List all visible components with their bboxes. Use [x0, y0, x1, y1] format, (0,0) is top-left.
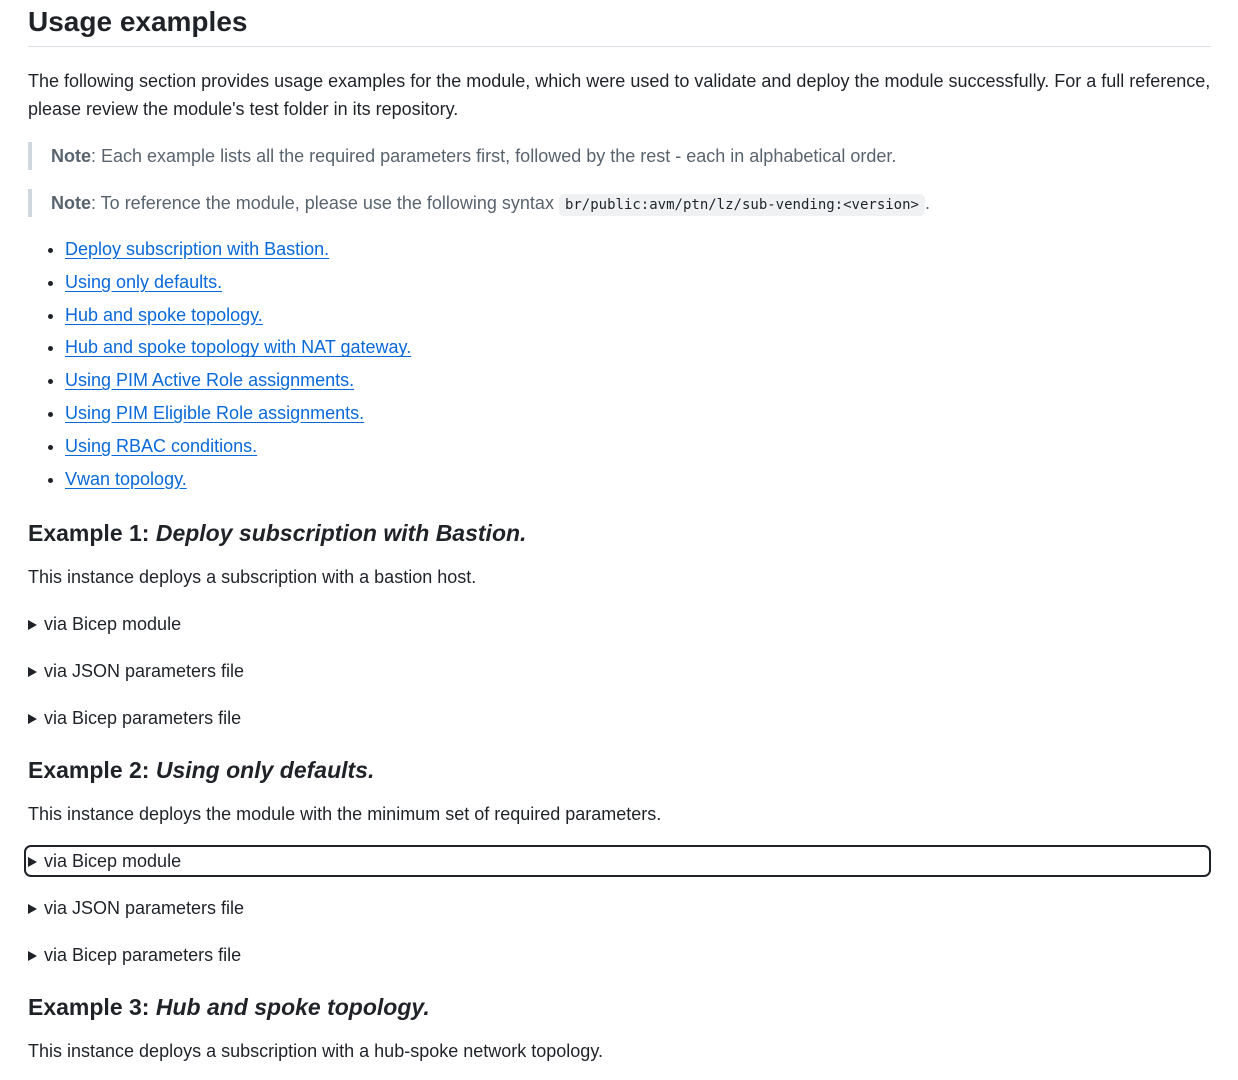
details-summary: via Bicep parameters file: [44, 945, 242, 966]
module-syntax-code: br/public:avm/ptn/lz/sub-vending:<version>: [559, 194, 925, 216]
disclosure-triangle-icon: [28, 904, 37, 914]
details-json-parameters[interactable]: [28, 657, 1211, 685]
details-bicep-module[interactable]: [28, 610, 1211, 638]
disclosure-triangle-icon: [28, 857, 37, 867]
list-item: [65, 233, 1211, 266]
disclosure-triangle-icon: [28, 951, 37, 961]
list-item: [65, 463, 1211, 496]
readme-content: [28, 0, 1211, 1065]
note-syntax: [28, 189, 1211, 217]
example-2-heading: [28, 754, 1211, 786]
example-title: Hub and spoke topology.: [155, 994, 430, 1021]
example-1-description: This instance deploys a subscription with a bastion host.: [28, 567, 477, 588]
details-summary: via Bicep module: [44, 614, 182, 635]
details-bicep-parameters[interactable]: [28, 941, 1211, 969]
details-json-parameters[interactable]: [28, 894, 1211, 922]
note-suffix: .: [924, 193, 930, 213]
example-title: Deploy subscription with Bastion.: [155, 520, 527, 547]
details-summary: via Bicep module: [44, 851, 182, 872]
note-text: : To reference the module, please use the following syntax: [91, 193, 559, 213]
details-bicep-module[interactable]: [26, 847, 1209, 875]
link-pim-active-role[interactable]: Using PIM Active Role assignments.: [65, 370, 355, 391]
list-item: [65, 331, 1211, 364]
link-vwan-topology[interactable]: Vwan topology.: [65, 468, 187, 489]
note-text: : Each example lists all the required parameters first, followed by the rest - each in alphabetical order.: [91, 146, 897, 166]
link-using-only-defaults[interactable]: Using only defaults.: [65, 271, 223, 292]
list-item: [65, 299, 1211, 332]
intro-paragraph: The following section provides usage examples for the module, which were used to validate and deploy the module successfully. For a full reference, please review the module's test folder in its repository.: [28, 71, 1211, 119]
link-pim-eligible-role[interactable]: Using PIM Eligible Role assignments.: [65, 402, 365, 423]
list-item: [65, 430, 1211, 463]
disclosure-triangle-icon: [28, 620, 37, 630]
list-item: [65, 364, 1211, 397]
example-title: Using only defaults.: [155, 757, 375, 784]
details-summary: via JSON parameters file: [44, 661, 245, 682]
details-summary: via Bicep parameters file: [44, 708, 242, 729]
list-item: [65, 397, 1211, 430]
link-deploy-subscription-with-bastion[interactable]: Deploy subscription with Bastion.: [65, 239, 330, 259]
note-label: Note: [51, 146, 91, 166]
example-prefix: Example 2:: [28, 757, 156, 784]
note-alphabetical: [28, 142, 1211, 170]
section-title: Usage examples: [28, 0, 1211, 47]
link-rbac-conditions[interactable]: Using RBAC conditions.: [65, 435, 258, 456]
example-prefix: Example 1:: [28, 520, 156, 547]
example-3-heading: [28, 991, 1211, 1023]
details-bicep-parameters[interactable]: [28, 704, 1211, 732]
disclosure-triangle-icon: [28, 667, 37, 677]
example-prefix: Example 3:: [28, 994, 156, 1021]
disclosure-triangle-icon: [28, 714, 37, 724]
example-links-list: [28, 233, 1211, 495]
example-1-heading: [28, 517, 1211, 549]
list-item: [65, 266, 1211, 299]
link-hub-and-spoke-topology[interactable]: Hub and spoke topology.: [65, 304, 263, 325]
details-summary: via JSON parameters file: [44, 898, 245, 919]
example-2-description: This instance deploys the module with the minimum set of required parameters.: [28, 804, 662, 825]
link-hub-spoke-nat-gateway[interactable]: Hub and spoke topology with NAT gateway.: [65, 337, 412, 358]
example-3-description: This instance deploys a subscription with a hub-spoke network topology.: [28, 1041, 603, 1062]
note-label: Note: [51, 193, 91, 213]
